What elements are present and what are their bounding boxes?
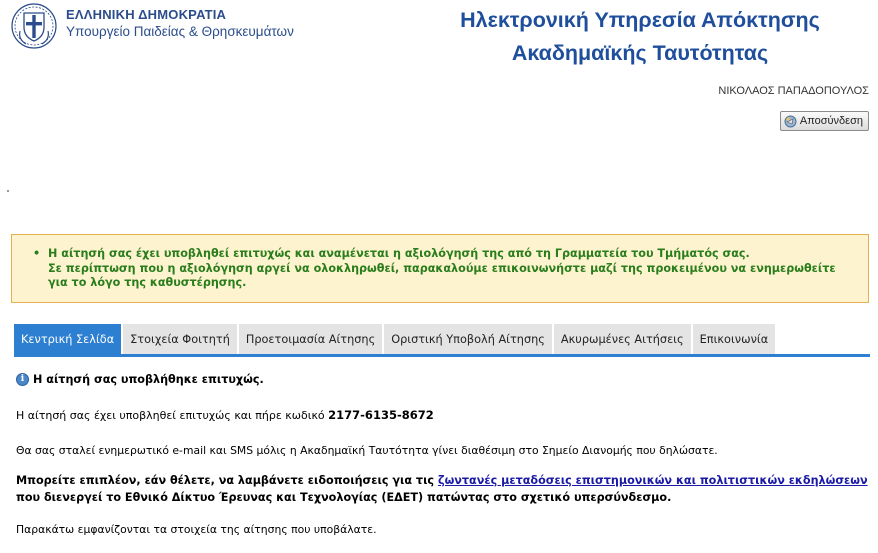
email-notice: Θα σας σταλεί ενημερωτικό e-mail και SMS μόλις η Ακαδημαϊκή Ταυτότητα γίνει διαθέσιμη στο Σημείο Διανομής που δηλώσατε.: [16, 444, 718, 457]
application-code: 2177-6135-8672: [328, 408, 434, 422]
ministry-line-1: ΕΛΛΗΝΙΚΗ ΔΗΜΟΚΡΑΤΙΑ: [66, 7, 227, 22]
tab-student-details[interactable]: Στοιχεία Φοιτητή: [123, 324, 237, 354]
success-title: Η αίτησή σας υποβλήθηκε επιτυχώς.: [33, 372, 264, 386]
tab-cancelled-applications[interactable]: Ακυρωμένες Αιτήσεις: [554, 324, 691, 354]
tab-final-submission[interactable]: Οριστική Υποβολή Αίτησης: [384, 324, 552, 354]
logout-icon: [784, 115, 797, 128]
tab-home[interactable]: Κεντρική Σελίδα: [14, 324, 121, 354]
notifications-text: [16, 473, 871, 506]
page-title-line-2: Ακαδημαϊκής Ταυτότητας: [511, 41, 769, 65]
logout-label: Αποσύνδεση: [799, 115, 863, 127]
application-code-text: [16, 408, 434, 423]
page-title: [430, 4, 850, 70]
divider-dot: [7, 190, 9, 192]
ministry-name: [66, 6, 294, 40]
user-name: ΝΙΚΟΛΑΟΣ ΠΑΠΑΔΟΠΟΥΛΟΣ: [718, 85, 869, 97]
info-icon: i: [16, 373, 29, 386]
logout-button[interactable]: [780, 111, 869, 131]
notify-suffix: που διενεργεί το Εθνικό Δίκτυο Έρευνας και Τεχνολογίας (ΕΔΕΤ) πατώντας στο σχετικό υπερσύνδεσμο.: [16, 490, 672, 504]
coat-of-arms-icon: [11, 3, 57, 49]
status-alert: [11, 234, 869, 303]
tab-application-preparation[interactable]: Προετοιμασία Αίτησης: [239, 324, 382, 354]
notify-prefix: Μπορείτε επιπλέον, εάν θέλετε, να λαμβάνετε ειδοποιήσεις για τις: [16, 474, 438, 487]
ministry-line-2: Υπουργείο Παιδείας & Θρησκευμάτων: [66, 24, 294, 39]
main-tabs: [14, 324, 870, 357]
alert-line-2: Σε περίπτωση που η αξιολόγηση αργεί να ολοκληρωθεί, παρακαλούμε επικοινωνήστε μαζί της προκειμένου να ενημερωθείτε για το λόγο της καθυστέρησης.: [48, 261, 836, 289]
main-content: [16, 370, 871, 536]
tab-contact[interactable]: Επικοινωνία: [693, 324, 776, 354]
page-header: [0, 0, 878, 80]
tabs-underline: [14, 354, 870, 357]
details-notice: Παρακάτω εμφανίζονται τα στοιχεία της αίτησης που υποβάλατε.: [16, 523, 377, 536]
success-message: [16, 370, 871, 388]
alert-line-1: Η αίτησή σας έχει υποβληθεί επιτυχώς και αναμένεται η αξιολόγησή της από τη Γραμματεία του Τμήματός σας.: [48, 247, 750, 260]
live-broadcasts-link[interactable]: ζωντανές μεταδόσεις επιστημονικών και πολιτιστικών εκδηλώσεων: [437, 474, 868, 487]
application-code-prefix: Η αίτησή σας έχει υποβληθεί επιτυχώς και πήρε κωδικό: [16, 409, 329, 422]
page-title-line-1: Ηλεκτρονική Υπηρεσία Απόκτησης: [460, 8, 820, 32]
